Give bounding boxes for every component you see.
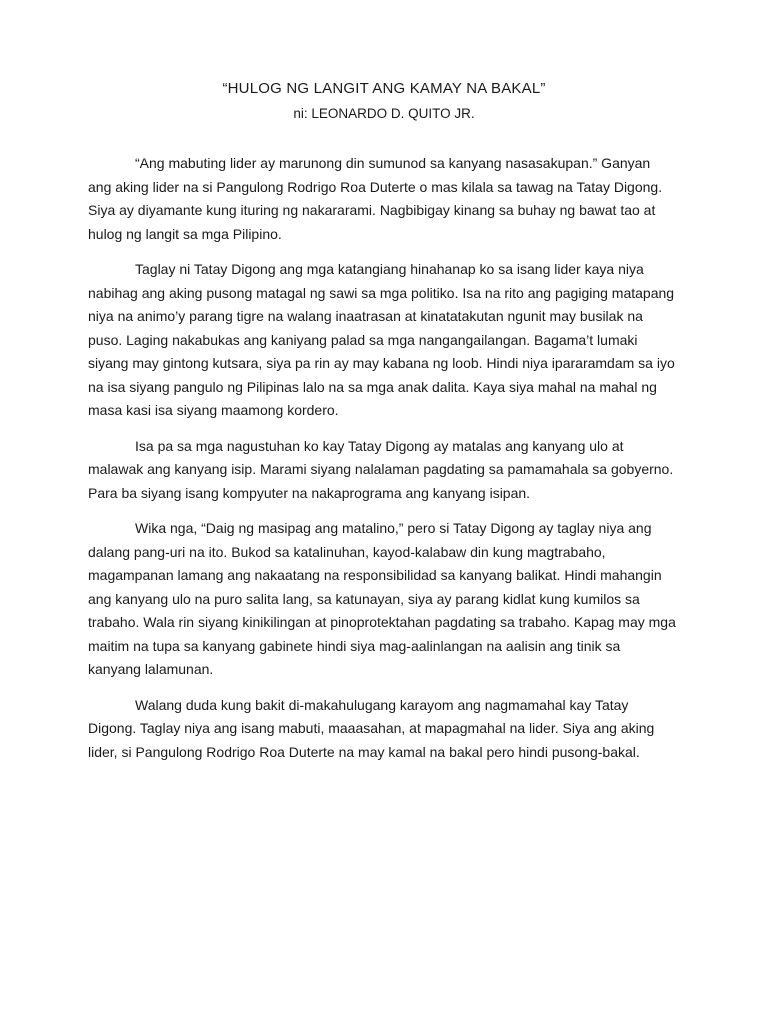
paragraph-4: Wika nga, “Daig ng masipag ang matalino,” pero si Tatay Digong ay taglay niya ang dalang pang-uri na ito. Bukod sa katalinuhan, kayod-kalabaw din kung magtrabaho, magampanan lamang ang nakaatang na responsibilidad sa kanyang balikat. Hindi mahangin ang kanyang ulo na puro salita lang, sa katunayan, siya ay parang kidlat kung kumilos sa trabaho. Wala rin siyang kinikilingan at pinoprotektahan pagdating sa trabaho. Kapag may mga maitim na tupa sa kanyang gabinete hindi siya mag-aalinlangan na aalisin ang tinik sa kanyang lalamunan. [88, 520, 676, 677]
paragraph-1: “Ang mabuting lider ay marunong din sumunod sa kanyang nasasakupan.” Ganyan ang aking lider na si Pangulong Rodrigo Roa Duterte o mas kilala sa tawag na Tatay Digong. Siya ay diyamante kung ituring ng nakararami. Nagbibigay kinang sa buhay ng bawat tao at hulog ng langit sa mga Pilipino. [88, 155, 663, 242]
essay-body [88, 152, 676, 776]
essay-author: ni: LEONARDO D. QUITO JR. [293, 106, 475, 121]
paragraph-2: Taglay ni Tatay Digong ang mga katangiang hinahanap ko sa isang lider kaya niya nabihag ang aking pusong matagal ng sawi sa mga politiko. Isa na rito ang pagiging matapang niya na animo’y parang tigre na walang inaatrasan at kinatatakutan ngunit may busilak na puso. Laging nakabukas ang kaniyang palad sa mga nangangailangan. Bagama’t lumaki siyang may gintong kutsara, siya pa rin ay may kabana ng loob. Hindi niya ipararamdam sa iyo na isa siyang pangulo ng Pilipinas lalo na sa mga anak dalita. Kaya siya mahal na mahal ng masa kasi isa siyang maamong kordero. [88, 261, 675, 418]
paragraph-3: Isa pa sa mga nagustuhan ko kay Tatay Digong ay matalas ang kanyang ulo at malawak ang kanyang isip. Marami siyang nalalaman pagdating sa pamamahala sa gobyerno. Para ba siyang isang kompyuter na nakaprograma ang kanyang isipan. [88, 437, 674, 501]
essay-title: “HULOG NG LANGIT ANG KAMAY NA BAKAL” [222, 80, 546, 97]
paragraph-5: Walang duda kung bakit di-makahulugang karayom ang nagmamahal kay Tatay Digong. Taglay niya ang isang mabuti, maaasahan, at mapagmahal na lider. Siya ang aking lider, si Pangulong Rodrigo Roa Duterte na may kamal na bakal pero hindi pusong-bakal. [88, 696, 655, 760]
